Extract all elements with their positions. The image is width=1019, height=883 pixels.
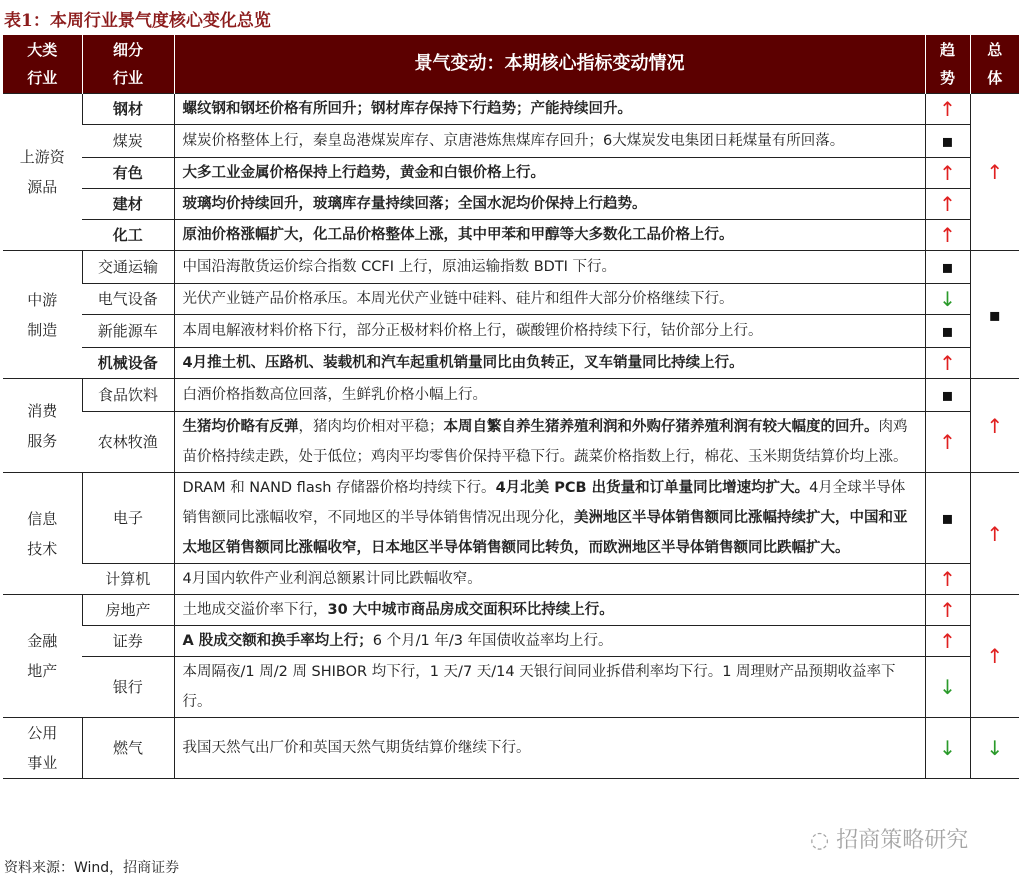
subindustry-cell: 煤炭 [82,125,174,158]
subindustry-cell: 计算机 [82,564,174,595]
description-segment: 光伏产业链产品价格承压。本周光伏产业链中硅料、硅片和组件大部分价格继续下行。 [182,291,734,307]
description-segment: 4月北美 PCB 出货量和订单量同比增速均扩大。 [495,480,810,496]
trend-cell [925,125,970,158]
watermark-text: 招商策略研究 [836,828,969,853]
header-overall-label: 总体 [987,41,1003,87]
overall-cell [970,473,1019,595]
trend-cell [925,284,970,315]
table-row [3,626,1019,657]
header-category-label: 大类行业 [27,41,58,87]
subindustry-cell: 新能源车 [82,315,174,348]
table-row [3,125,1019,158]
description-segment: 大多工业金属价格保持上行趋势，黄金和白银价格上行。 [182,165,545,181]
trend-cell [925,379,970,412]
category-cell [3,251,82,379]
description-segment: 本周自繁自养生猪养殖利润和外购仔猪养殖利润有较大幅度的回升。 [443,419,879,435]
table-title: 表1：本周行业景气度核心变化总览 [4,11,271,31]
overall-cell [970,379,1019,473]
trend-cell [925,564,970,595]
overall-cell [970,251,1019,379]
description-cell [174,564,925,595]
table-row [3,189,1019,220]
table-row [3,220,1019,251]
description-segment: 玻璃均价持续回升，玻璃库存量持续回落；全国水泥均价保持上行趋势。 [182,196,647,212]
category-label: 中游制造 [27,290,58,339]
category-label: 公用事业 [27,724,58,772]
watermark: ◌ 招商策略研究 [810,828,969,853]
description-cell [174,251,925,284]
header-category [3,35,82,94]
arrow-up-icon: ↑ [986,160,1004,184]
description-cell [174,473,925,564]
category-cell [3,595,82,718]
subindustry-cell: 机械设备 [82,348,174,379]
dash-icon: ▪ [941,131,954,152]
trend-cell [925,315,970,348]
description-cell [174,189,925,220]
arrow-up-icon: ↑ [939,567,956,591]
description-cell [174,595,925,626]
description-cell [174,315,925,348]
arrow-down-icon: ↓ [986,736,1004,760]
arrow-up-icon: ↑ [986,521,1004,546]
header-overall [970,35,1019,94]
dash-icon: ▪ [941,508,954,529]
subindustry-cell: 电气设备 [82,284,174,315]
description-segment: DRAM 和 NAND flash 存储器价格均持续下行。 [182,480,496,496]
trend-cell [925,626,970,657]
description-segment: 白酒价格指数高位回落，生鲜乳价格小幅上行。 [182,387,487,403]
description-cell [174,220,925,251]
table-header-row [3,35,1019,94]
dash-icon: ▪ [941,385,954,406]
header-trend-label: 趋势 [939,41,955,87]
description-segment: 肉鸡苗价格持续走跌，处于低位；鸡肉平均零售价保持平稳下行。蔬菜价格指数上行，棉花、玉米期货结算价均上涨。 [182,419,908,465]
trend-cell [925,348,970,379]
category-cell [3,379,82,473]
subindustry-cell: 化工 [82,220,174,251]
trend-cell [925,94,970,125]
table-row [3,158,1019,189]
trend-cell [925,251,970,284]
subindustry-cell: 房地产 [82,595,174,626]
industry-overview-table [3,35,1019,779]
category-label: 消费服务 [27,401,58,450]
arrow-up-icon: ↑ [986,644,1004,668]
description-cell [174,125,925,158]
table-row [3,251,1019,284]
table-row [3,564,1019,595]
table-row [3,718,1019,779]
table-row [3,94,1019,125]
arrow-up-icon: ↑ [939,351,956,375]
description-segment: ，猪肉均价相对平稳； [298,419,444,435]
arrow-up-icon: ↑ [939,192,956,216]
description-cell [174,348,925,379]
header-desc: 景气变动：本期核心指标变动情况 [174,35,925,94]
dash-icon: ▪ [941,321,954,342]
description-cell [174,284,925,315]
table-row [3,379,1019,412]
arrow-up-icon: ↑ [986,413,1004,438]
overall-cell [970,718,1019,779]
table-row [3,473,1019,564]
trend-cell [925,412,970,473]
table-body [3,94,1019,779]
subindustry-cell: 钢材 [82,94,174,125]
header-trend [925,35,970,94]
description-cell [174,158,925,189]
trend-cell [925,718,970,779]
arrow-up-icon: ↑ [939,598,956,622]
category-label: 金融地产 [27,632,58,680]
description-segment: 原油价格涨幅扩大，化工品价格整体上涨，其中甲苯和甲醇等大多数化工品价格上行。 [182,227,734,243]
table-row [3,657,1019,718]
subindustry-cell: 食品饮料 [82,379,174,412]
subindustry-cell: 交通运输 [82,251,174,284]
arrow-up-icon: ↑ [939,629,956,653]
description-segment: A 股成交额和换手率均上行； [182,633,373,649]
category-label: 信息技术 [27,509,58,558]
description-segment: 6 个月/1 年/3 年国债收益率均上行。 [372,633,613,649]
description-segment: 4月推土机、压路机、装载机和汽车起重机销量同比由负转正，叉车销量同比持续上行。 [182,355,744,371]
description-segment: 煤炭价格整体上行，秦皇岛港煤炭库存、京唐港炼焦煤库存回升；6大煤炭发电集团日耗煤量有所回落。 [182,133,845,149]
subindustry-cell: 农林牧渔 [82,412,174,473]
trend-cell [925,220,970,251]
category-label: 上游资源品 [19,148,65,196]
subindustry-cell: 有色 [82,158,174,189]
description-segment: 生猪均价略有反弹 [182,419,299,435]
dash-icon: ▪ [941,257,954,278]
table-row [3,284,1019,315]
trend-cell [925,657,970,718]
description-segment: 土地成交溢价率下行， [182,602,328,618]
description-cell [174,412,925,473]
description-segment: 螺纹钢和钢坯价格有所回升；钢材库存保持下行趋势；产能持续回升。 [182,101,632,117]
category-cell [3,473,82,595]
table-row [3,315,1019,348]
arrow-down-icon: ↓ [939,287,956,311]
description-cell [174,718,925,779]
description-cell [174,626,925,657]
category-cell [3,94,82,251]
dash-icon: ▪ [988,304,1001,326]
trend-cell [925,158,970,189]
overall-cell [970,595,1019,718]
subindustry-cell: 电子 [82,473,174,564]
arrow-up-icon: ↑ [939,430,956,454]
table-row [3,412,1019,473]
description-cell [174,657,925,718]
arrow-up-icon: ↑ [939,223,956,247]
description-segment: 本周隔夜/1 周/2 周 SHIBOR 均下行，1 天/7 天/14 天银行间同业拆借利率均下行。1 周理财产品预期收益率下行。 [182,664,896,710]
description-segment: 4月国内软件产业利润总额累计同比跌幅收窄。 [182,571,482,587]
category-cell [3,718,82,779]
trend-cell [925,473,970,564]
description-segment: 4月全球半导体销售额同比涨幅收窄，不同地区的半导体销售情况出现分化， [182,480,906,526]
arrow-up-icon: ↑ [939,161,956,185]
description-segment: 中国沿海散货运价综合指数 CCFI 上行，原油运输指数 BDTI 下行。 [182,259,617,275]
subindustry-cell: 燃气 [82,718,174,779]
overall-cell [970,94,1019,251]
arrow-up-icon: ↑ [939,97,956,121]
arrow-down-icon: ↓ [939,675,956,699]
table-row [3,348,1019,379]
description-cell [174,94,925,125]
description-segment: 本周电解液材料价格下行，部分正极材料价格上行，碳酸锂价格持续下行，钴价部分上行。 [182,323,763,339]
subindustry-cell: 建材 [82,189,174,220]
trend-cell [925,189,970,220]
subindustry-cell: 证券 [82,626,174,657]
description-segment: 美洲地区半导体销售额同比涨幅持续扩大，中国和亚太地区销售额同比涨幅收窄，日本地区半导体销售额同比转负，而欧洲地区半导体销售额同比跌幅扩大。 [182,510,908,556]
header-sub [82,35,174,94]
header-sub-label: 细分行业 [112,41,143,87]
table-row [3,595,1019,626]
description-cell [174,379,925,412]
trend-cell [925,595,970,626]
description-segment: 30 大中城市商品房成交面积环比持续上行。 [327,602,614,618]
subindustry-cell: 银行 [82,657,174,718]
source-note: 资料来源：Wind，招商证券 [4,860,180,876]
description-segment: 我国天然气出厂价和英国天然气期货结算价继续下行。 [182,740,531,756]
arrow-down-icon: ↓ [939,736,956,760]
